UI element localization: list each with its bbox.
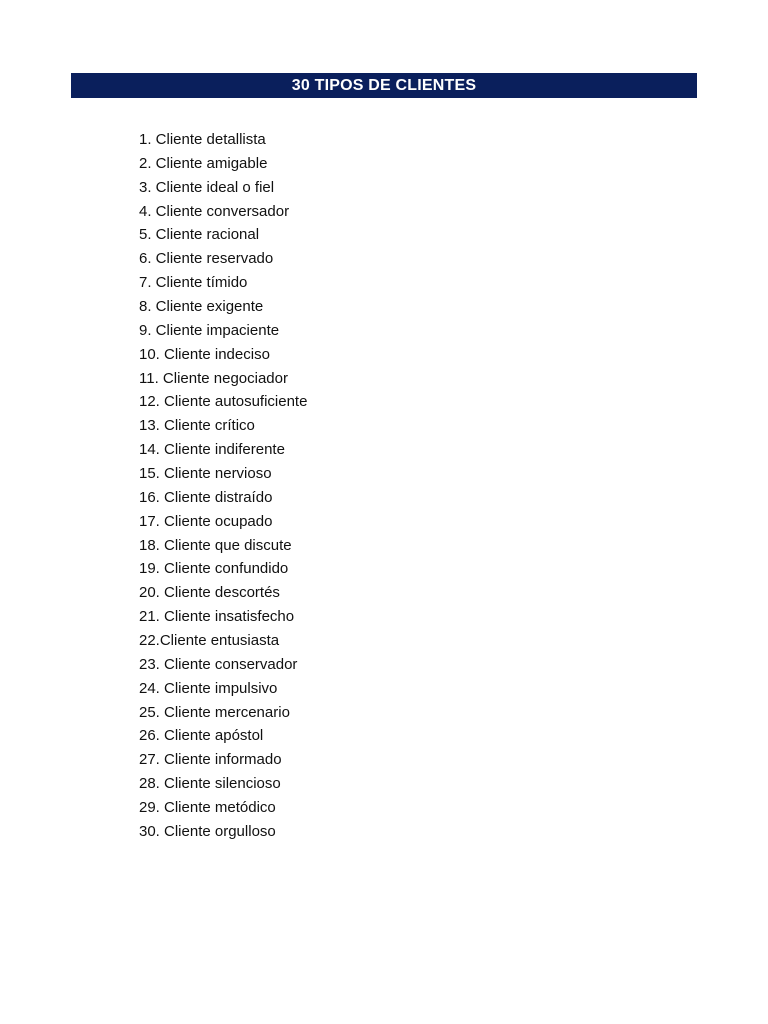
list-item: 24. Cliente impulsivo	[139, 679, 278, 697]
list-item: 3. Cliente ideal o fiel	[139, 178, 275, 196]
client-types-list	[139, 128, 307, 844]
list-item: 1. Cliente detallista	[139, 131, 266, 148]
list-item: 7. Cliente tímido	[139, 274, 248, 292]
list-item: 22.Cliente entusiasta	[139, 632, 280, 650]
list-item: 9. Cliente impaciente	[139, 321, 280, 339]
list-item: 23. Cliente conservador	[139, 655, 298, 673]
list-item: 2. Cliente amigable	[139, 154, 268, 172]
list-item: 10. Cliente indeciso	[139, 345, 270, 363]
list-item: 21. Cliente insatisfecho	[139, 608, 295, 626]
document-title: 30 TIPOS DE CLIENTES	[291, 76, 477, 94]
list-item: 28. Cliente silencioso	[139, 775, 281, 793]
list-item: 14. Cliente indiferente	[139, 441, 285, 459]
list-item: 11. Cliente negociador	[139, 369, 288, 387]
list-item: 13. Cliente crítico	[139, 417, 255, 435]
list-item: 18. Cliente que discute	[139, 536, 292, 554]
list-item: 5. Cliente racional	[139, 226, 260, 244]
list-item: 26. Cliente apóstol	[139, 727, 264, 745]
list-item: 19. Cliente confundido	[139, 560, 289, 578]
list-item: 25. Cliente mercenario	[139, 703, 290, 721]
list-item: 29. Cliente metódico	[139, 799, 276, 817]
list-item: 30. Cliente orgulloso	[139, 822, 276, 840]
list-item: 15. Cliente nervioso	[139, 465, 272, 483]
list-item: 4. Cliente conversador	[139, 202, 290, 220]
list-item: 12. Cliente autosuficiente	[139, 393, 308, 411]
list-item: 8. Cliente exigente	[139, 298, 264, 316]
list-item: 6. Cliente reservado	[139, 250, 274, 268]
list-item: 27. Cliente informado	[139, 751, 282, 769]
title-bar	[71, 73, 697, 98]
list-item: 17. Cliente ocupado	[139, 512, 273, 530]
list-item: 16. Cliente distraído	[139, 488, 273, 506]
list-item: 20. Cliente descortés	[139, 584, 280, 602]
